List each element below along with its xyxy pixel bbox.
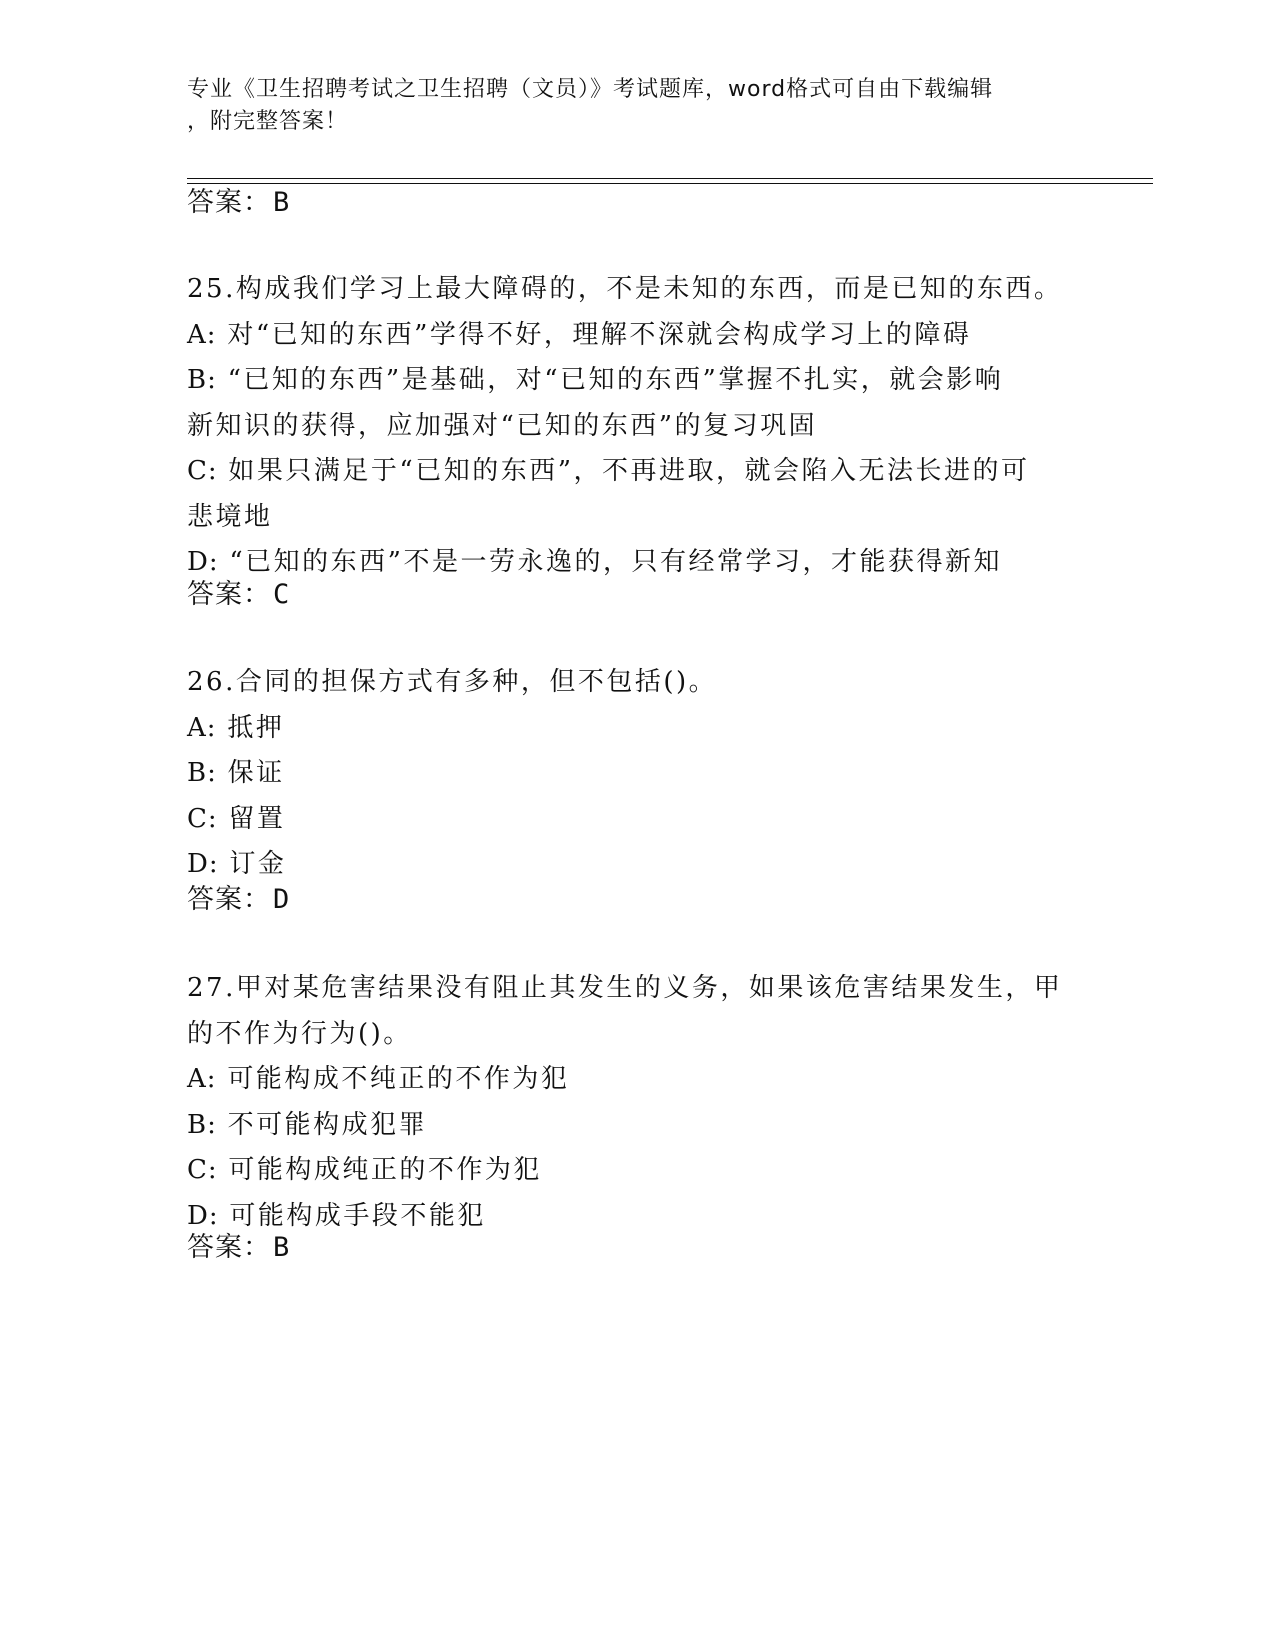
option-text: 留置 [228,803,286,834]
option-text: 如果只满足于“已知的东西”，不再进取，就会陷入无法长进的可 [228,456,1030,486]
question-26 [187,660,1087,888]
answer-26 [187,883,289,917]
option-key: D: [187,849,219,879]
option-text: 可能构成手段不能犯 [229,1200,486,1231]
option-key: A: [187,712,217,743]
option-key: B: [187,758,217,788]
header-line-2: ，附完整答案！ [187,109,349,134]
option-text: “已知的东西”不是一劳永逸的，只有经常学习，才能获得新知 [229,547,1002,577]
header-divider-bottom [187,183,1153,184]
option-text: 可能构成纯正的不作为犯 [228,1155,542,1185]
question-27 [187,966,1087,1239]
option-b [187,751,1087,797]
option-d [187,540,1087,586]
option-b [187,1103,1087,1149]
option-d [187,1194,1087,1240]
option-key: B: [187,365,217,395]
question-stem-continued: 的不作为行为()。 [187,1018,412,1049]
answer-value: D [273,884,290,915]
option-text: 保证 [227,758,285,788]
option-text: 抵押 [227,712,285,743]
option-key: A: [187,1064,217,1094]
option-a [187,313,1087,359]
option-a [187,1057,1087,1103]
option-text: 对“已知的东西”学得不好，理解不深就会构成学习上的障碍 [227,319,972,350]
answer-label: 答案： [187,1232,271,1263]
option-key: C: [187,1155,218,1185]
header-divider-top [187,178,1153,179]
option-key: C: [187,803,218,834]
document-header [187,74,1067,138]
option-key: A: [187,319,217,350]
option-a [187,706,1087,752]
answer-label: 答案： [187,579,271,610]
option-text: 可能构成不纯正的不作为犯 [227,1064,570,1094]
answer-27 [187,1231,289,1265]
option-key: C: [187,456,218,486]
header-line-1: 专业《卫生招聘考试之卫生招聘（文员）》考试题库，word格式可自由下载编辑 [187,77,994,102]
option-text: 不可能构成犯罪 [227,1109,428,1140]
answer-value: C [273,579,290,610]
question-stem: 25.构成我们学习上最大障碍的，不是未知的东西，而是已知的东西。 [187,274,1063,304]
question-stem: 27.甲对某危害结果没有阻止其发生的义务，如果该危害结果发生，甲 [187,973,1063,1003]
answer-value: B [273,1232,290,1263]
previous-answer [187,186,289,220]
option-key: D: [187,547,219,577]
option-d [187,842,1087,888]
option-c [187,1148,1087,1194]
answer-label: 答案： [187,187,271,218]
question-25 [187,267,1087,586]
option-key: B: [187,1109,217,1140]
answer-25 [187,578,289,612]
option-c-continued: 悲境地 [187,501,273,532]
option-b [187,358,1087,404]
option-key: D: [187,1200,219,1231]
option-c [187,797,1087,843]
option-b-continued: 新知识的获得，应加强对“已知的东西”的复习巩固 [187,410,818,441]
option-text: “已知的东西”是基础，对“已知的东西”掌握不扎实，就会影响 [227,365,1004,395]
answer-label: 答案： [187,884,271,915]
option-text: 订金 [229,849,287,879]
option-c [187,449,1087,495]
question-stem: 26.合同的担保方式有多种，但不包括()。 [187,667,718,697]
answer-value: B [273,187,290,218]
